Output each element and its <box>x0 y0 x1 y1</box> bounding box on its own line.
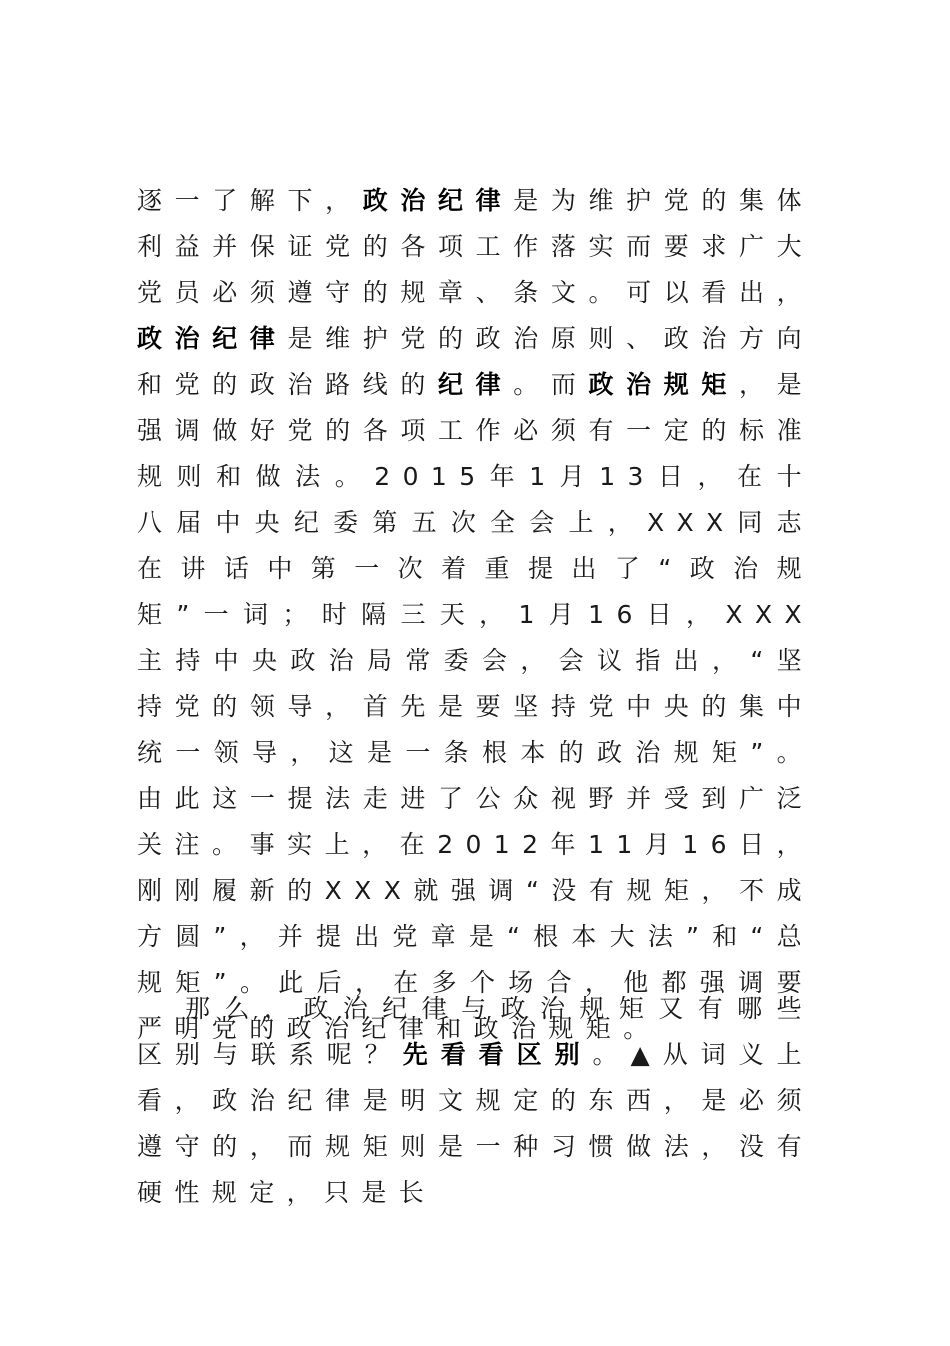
bold-term-political-discipline: 政治纪律 <box>362 186 514 215</box>
bold-term-political-discipline: 政治纪律 <box>137 324 288 353</box>
text-run: 逐一了解下， <box>137 186 363 215</box>
text-run: 那么，政治纪律与政治规矩又有哪些区别与联系呢？ <box>137 994 814 1069</box>
bold-term-differences: 先看看区别 <box>402 1040 593 1069</box>
bold-term-discipline: 纪律 <box>437 370 514 399</box>
text-run: 是为维护党的集体利益并保证党的各项工作落实而要求广大党员必须遵守的规章、条文。可以看出， <box>137 186 815 307</box>
bold-term-political-rules: 政治规矩 <box>588 370 739 399</box>
text-run: ，是强调做好党的各项工作必须有一定的标准规则和做法。2015年1月13日，在十八届中央纪委第五次全会上，XXX同志在讲话中第一次着重提出了“政治规矩”一词；时隔三天，1月16日，XXX主持中央政治局常委会，会议指出，“坚持党的领导，首先是要坚持党中央的集中统一领导，这是一条根本的政治规矩”。由此这一提法走进了公众视野并受到广泛关注。事实上，在2012年11月16日，刚刚履新的XXX就强调“没有规矩，不成方圆”，并提出党章是“根本大法”和“总规矩”。此后，在多个场合，他都强调要严明党的政治纪律和政治规矩。 <box>137 370 814 1043</box>
text-run: 。▲从词义上看，政治纪律是明文规定的东西，是必须遵守的，而规矩则是一种习惯做法，没有硬性规定，只是长 <box>137 1040 814 1207</box>
paragraph-2 <box>137 986 814 1216</box>
text-run: 。而 <box>513 370 589 399</box>
paragraph-1 <box>137 178 814 1052</box>
text-run: 是维护党的政治原则、政治方向和党的政治路线的 <box>137 324 814 399</box>
